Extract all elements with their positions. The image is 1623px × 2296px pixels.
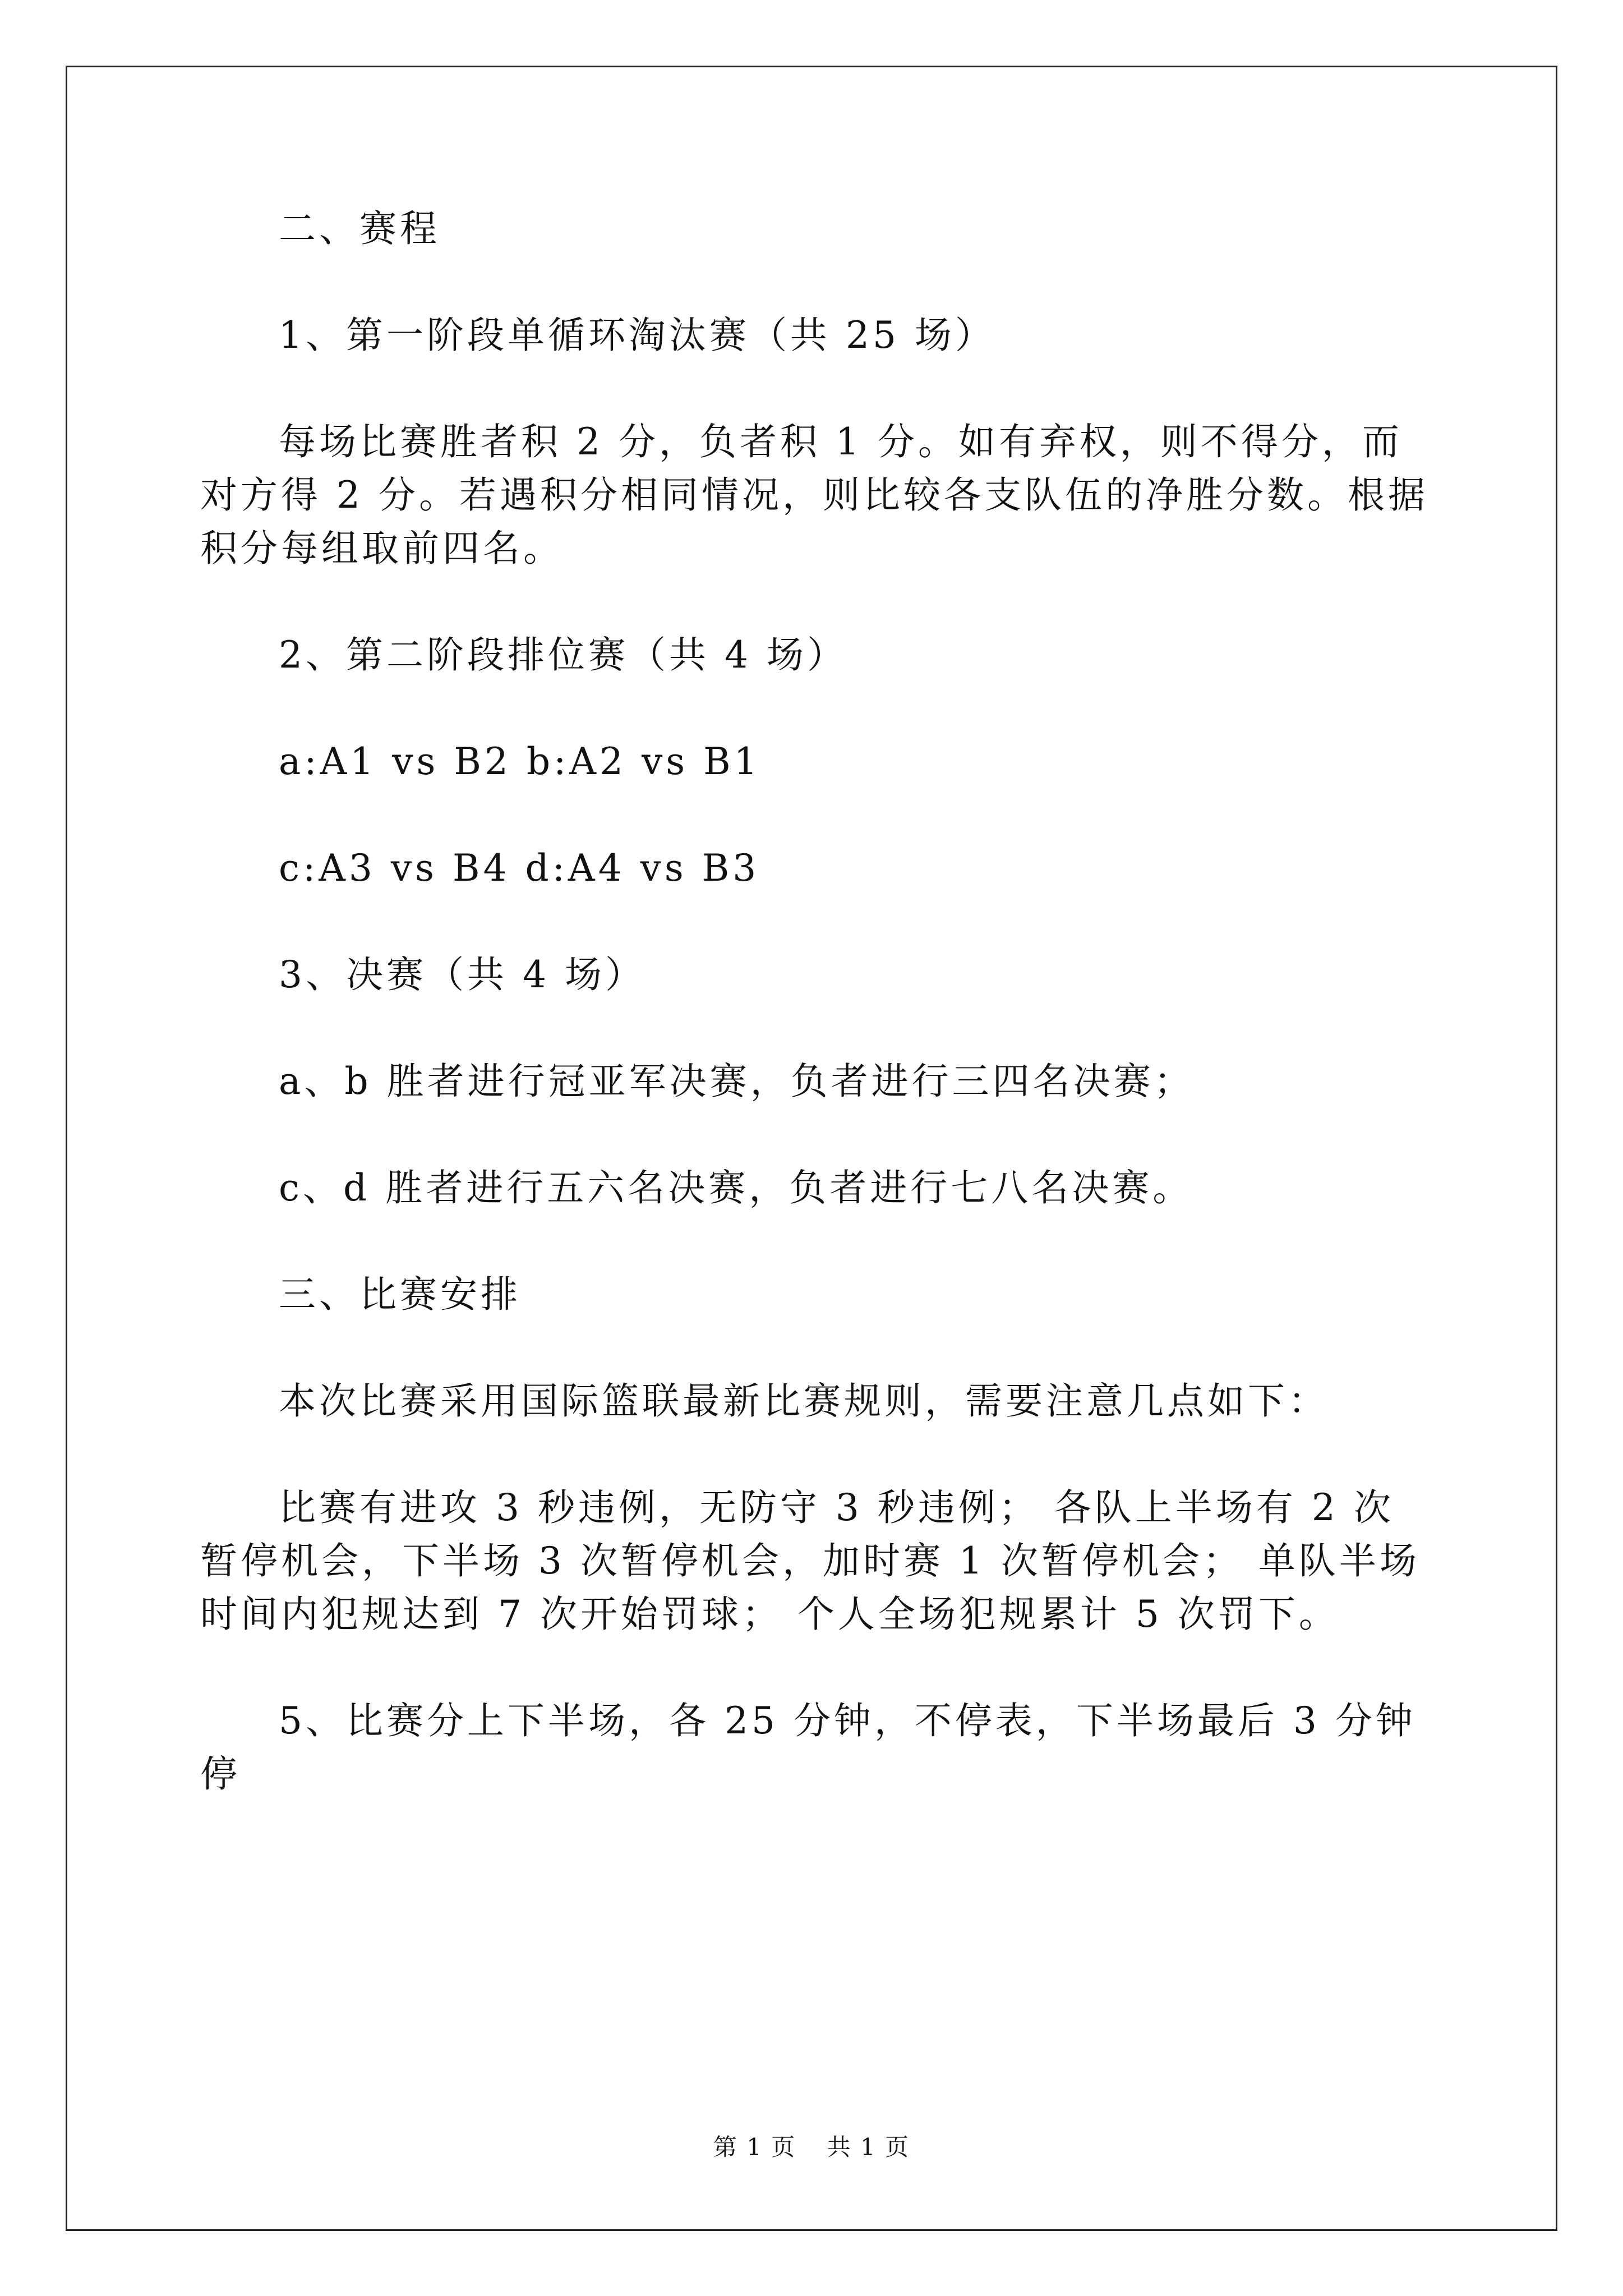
page-footer <box>0 2129 1623 2162</box>
page-total: 共 1 页 <box>827 2133 910 2161</box>
section-heading-arrangement: 三、比赛安排 <box>279 1273 521 1316</box>
game-duration-paragraph: 5、比赛分上下半场，各 25 分钟，不停表，下半场最后 3 分钟停 <box>200 1699 1416 1796</box>
rules-intro-paragraph: 本次比赛采用国际篮联最新比赛规则，需要注意几点如下： <box>279 1379 1329 1423</box>
matchup-line-cd: c:A3 vs B4 d:A4 vs B3 <box>279 846 760 890</box>
rules-detail-paragraph: 比赛有进攻 3 秒违例，无防守 3 秒违例； 各队上半场有 2 次暂停机会，下半场 3 次暂停机会，加时赛 1 次暂停机会； 单队半场时间内犯规达到 7 次开始罚球； 个人全场犯规累计 5 次罚下。 <box>200 1486 1420 1636</box>
finals-ab-paragraph: a、b 胜者进行冠亚军决赛，负者进行三四名决赛； <box>279 1060 1195 1103</box>
scoring-rules-paragraph: 每场比赛胜者积 2 分，负者积 1 分。如有弃权，则不得分，而对方得 2 分。若遇积分相同情况，则比较各支队伍的净胜分数。根据积分每组取前四名。 <box>200 420 1428 570</box>
finals-cd-paragraph: c、d 胜者进行五六名决赛，负者进行七八名决赛。 <box>279 1166 1193 1209</box>
stage-one-heading: 1、第一阶段单循环淘汰赛（共 25 场） <box>279 314 995 357</box>
page-number: 第 1 页 <box>713 2133 796 2161</box>
finals-heading: 3、决赛（共 4 场） <box>279 953 645 996</box>
document-body <box>200 202 1434 1854</box>
section-heading-schedule: 二、赛程 <box>279 207 440 250</box>
matchup-line-ab: a:A1 vs B2 b:A2 vs B1 <box>279 740 761 783</box>
stage-two-heading: 2、第二阶段排位赛（共 4 场） <box>279 633 847 677</box>
